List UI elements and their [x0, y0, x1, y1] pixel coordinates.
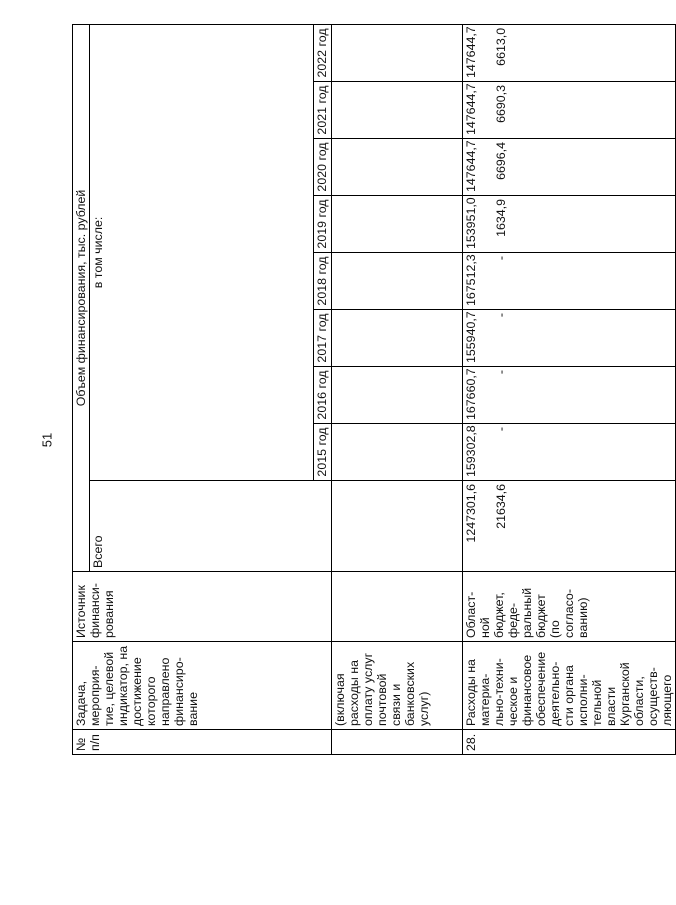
- header-year: 2020 год: [314, 139, 332, 196]
- row-year-empty: [332, 424, 463, 481]
- financing-table-sheet: [72, 25, 674, 755]
- total-value: 21634,6: [494, 484, 508, 529]
- row-year-empty: [332, 24, 463, 81]
- year-value: -: [494, 427, 508, 432]
- row-source: [332, 572, 463, 642]
- year-value: 167512,3: [464, 254, 478, 306]
- row-year-empty: [332, 139, 463, 196]
- header-year: 2022 год: [314, 24, 332, 81]
- year-value: 147644,7: [464, 83, 478, 135]
- row-year-cell: [463, 196, 676, 253]
- header-year: 2021 год: [314, 82, 332, 139]
- row-num: 28.: [463, 730, 676, 755]
- row-year-empty: [332, 310, 463, 367]
- row-source: Област-ной бюджет, феде-ральный бюджет (по согласо-ванию): [463, 572, 676, 642]
- row-year-cell: [463, 253, 676, 310]
- header-source: Источник финанси-рования: [73, 572, 332, 642]
- header-including: в том числе:: [90, 24, 314, 480]
- row-year-cell: [463, 424, 676, 481]
- year-value: 147644,7: [464, 26, 478, 78]
- year-value: -: [494, 256, 508, 261]
- year-value: 167660,7: [464, 368, 478, 420]
- header-volume: Объем финансирования, тыс. рублей: [73, 24, 90, 571]
- row-num: [332, 730, 463, 755]
- row-year-cell: [463, 139, 676, 196]
- row-year-cell: [463, 82, 676, 139]
- header-year: 2019 год: [314, 196, 332, 253]
- header-year: 2016 год: [314, 367, 332, 424]
- year-value: 155940,7: [464, 311, 478, 363]
- row-year-empty: [332, 82, 463, 139]
- year-value: 147644,7: [464, 140, 478, 192]
- row-task: (включая расходы на оплату услуг почтовой связи и банковских услуг): [332, 642, 463, 730]
- year-value: 153951,0: [464, 197, 478, 249]
- table-row: [332, 24, 463, 754]
- header-task: Задача, мероприя-тие, целевой индикатор, на достижение которого направлено финансиро-вание: [73, 642, 332, 730]
- year-value: 6690,3: [494, 85, 508, 123]
- row-year-empty: [332, 196, 463, 253]
- year-value: -: [494, 370, 508, 375]
- row-year-empty: [332, 367, 463, 424]
- row-year-empty: [332, 253, 463, 310]
- row-task: Расходы на материа-льно-техни-ческое и финансовое обеспечение деятельно-сти органа исполни-тельной власти Курганской области, осуществ-ляющего: [463, 642, 676, 730]
- year-value: -: [494, 313, 508, 318]
- row-total: [463, 481, 676, 572]
- page-number: 51: [39, 432, 55, 448]
- header-total: Всего: [90, 481, 332, 572]
- header-year: 2017 год: [314, 310, 332, 367]
- header-year: 2015 год: [314, 424, 332, 481]
- table-row: [463, 24, 676, 754]
- header-year: 2018 год: [314, 253, 332, 310]
- total-value: 1247301,6: [464, 484, 478, 543]
- header-num: № п/п: [73, 730, 332, 755]
- year-value: 6613,0: [494, 27, 508, 66]
- row-total-empty: [332, 481, 463, 572]
- row-year-cell: [463, 367, 676, 424]
- row-year-cell: [463, 24, 676, 81]
- row-year-cell: [463, 310, 676, 367]
- year-value: 6696,4: [494, 142, 508, 180]
- year-value: 159302,8: [464, 425, 478, 477]
- year-value: 1634,9: [494, 199, 508, 237]
- financing-table: [72, 24, 676, 755]
